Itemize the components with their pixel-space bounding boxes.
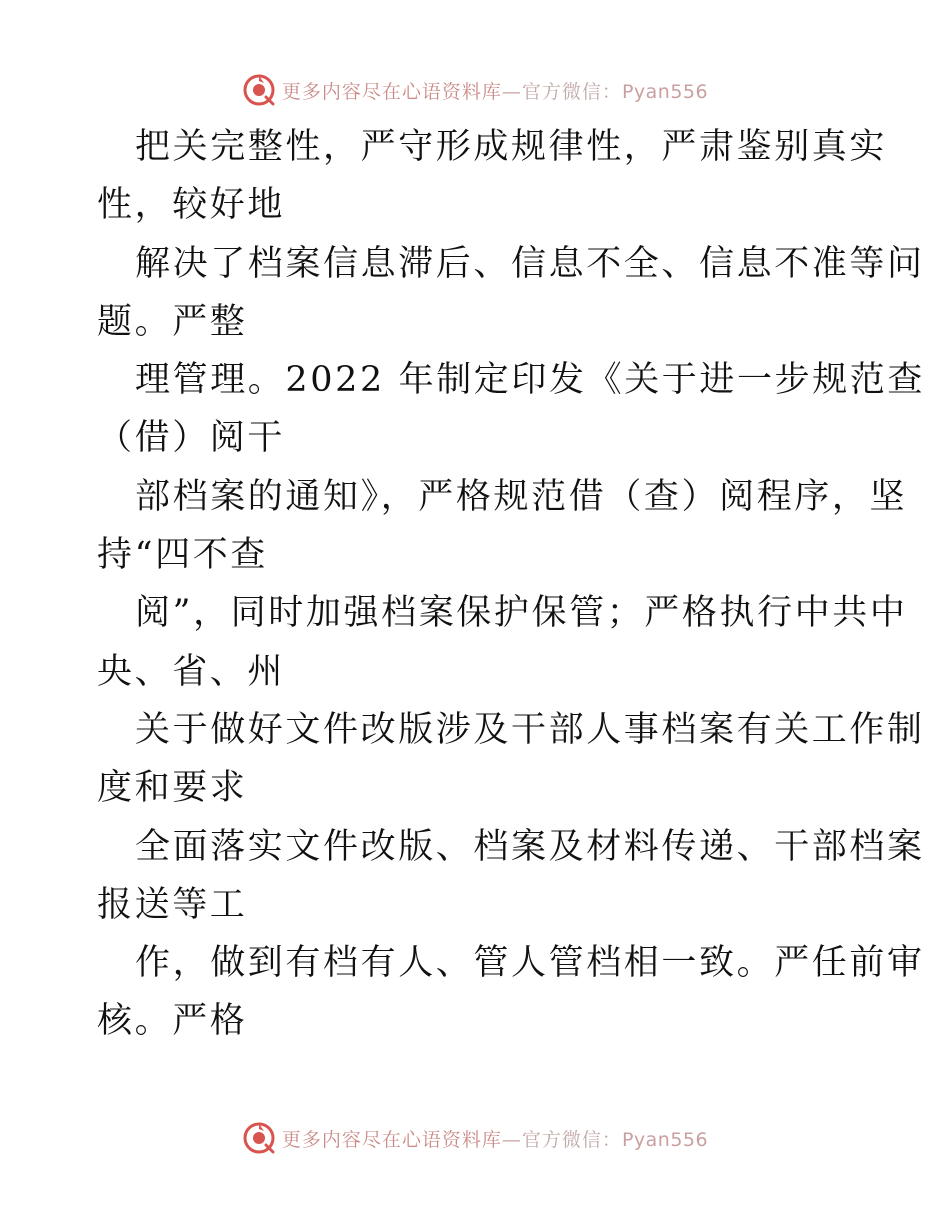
text-line: 题。严整 [97,301,248,342]
brand-logo-icon [242,1121,276,1155]
text-line: 央、省、州 [97,651,286,692]
text-line: 核。严格 [97,1001,248,1042]
text-line: 作，做到有档有人、管人管档相一致。严任前审 [135,943,925,984]
text-line: 解决了档案信息滞后、信息不全、信息不准等问 [135,243,925,284]
brand-logo-icon [242,73,276,107]
text-line: 把关完整性，严守形成规律性，严肃鉴别真实 [135,127,888,167]
text-line: 部档案的通知》，严格规范借（查）阅程序，坚 [135,476,908,517]
footer-watermark [0,1118,950,1158]
document-body [97,118,925,1051]
watermark-id: Pyan556 [621,80,709,103]
header-watermark [0,70,950,110]
text-line: （借）阅干 [97,418,286,459]
watermark-text [282,1125,708,1152]
text-line: 理管理。2022 年制定印发《关于进一步规范查 [135,360,925,401]
watermark-main: 更多内容尽在心语资料库 [281,1128,502,1151]
watermark-text [282,77,708,104]
text-line: 性，较好地 [97,185,286,226]
text-line: 关于做好文件改版涉及干部人事档案有关工作制 [135,709,925,750]
text-line: 报送等工 [97,884,248,925]
text-line: 度和要求 [97,768,248,809]
watermark-id: Pyan556 [621,1128,709,1151]
watermark-sub: 官方微信： [521,1128,622,1151]
text-line: 全面落实文件改版、档案及材料传递、干部档案 [135,826,925,867]
watermark-sub: 官方微信： [521,80,622,103]
watermark-dash: — [501,80,522,103]
watermark-dash: — [501,1128,522,1151]
text-line: 持“四不查 [97,535,268,576]
text-line: 阅”，同时加强档案保护保管；严格执行中共中 [135,593,908,634]
watermark-main: 更多内容尽在心语资料库 [281,80,502,103]
